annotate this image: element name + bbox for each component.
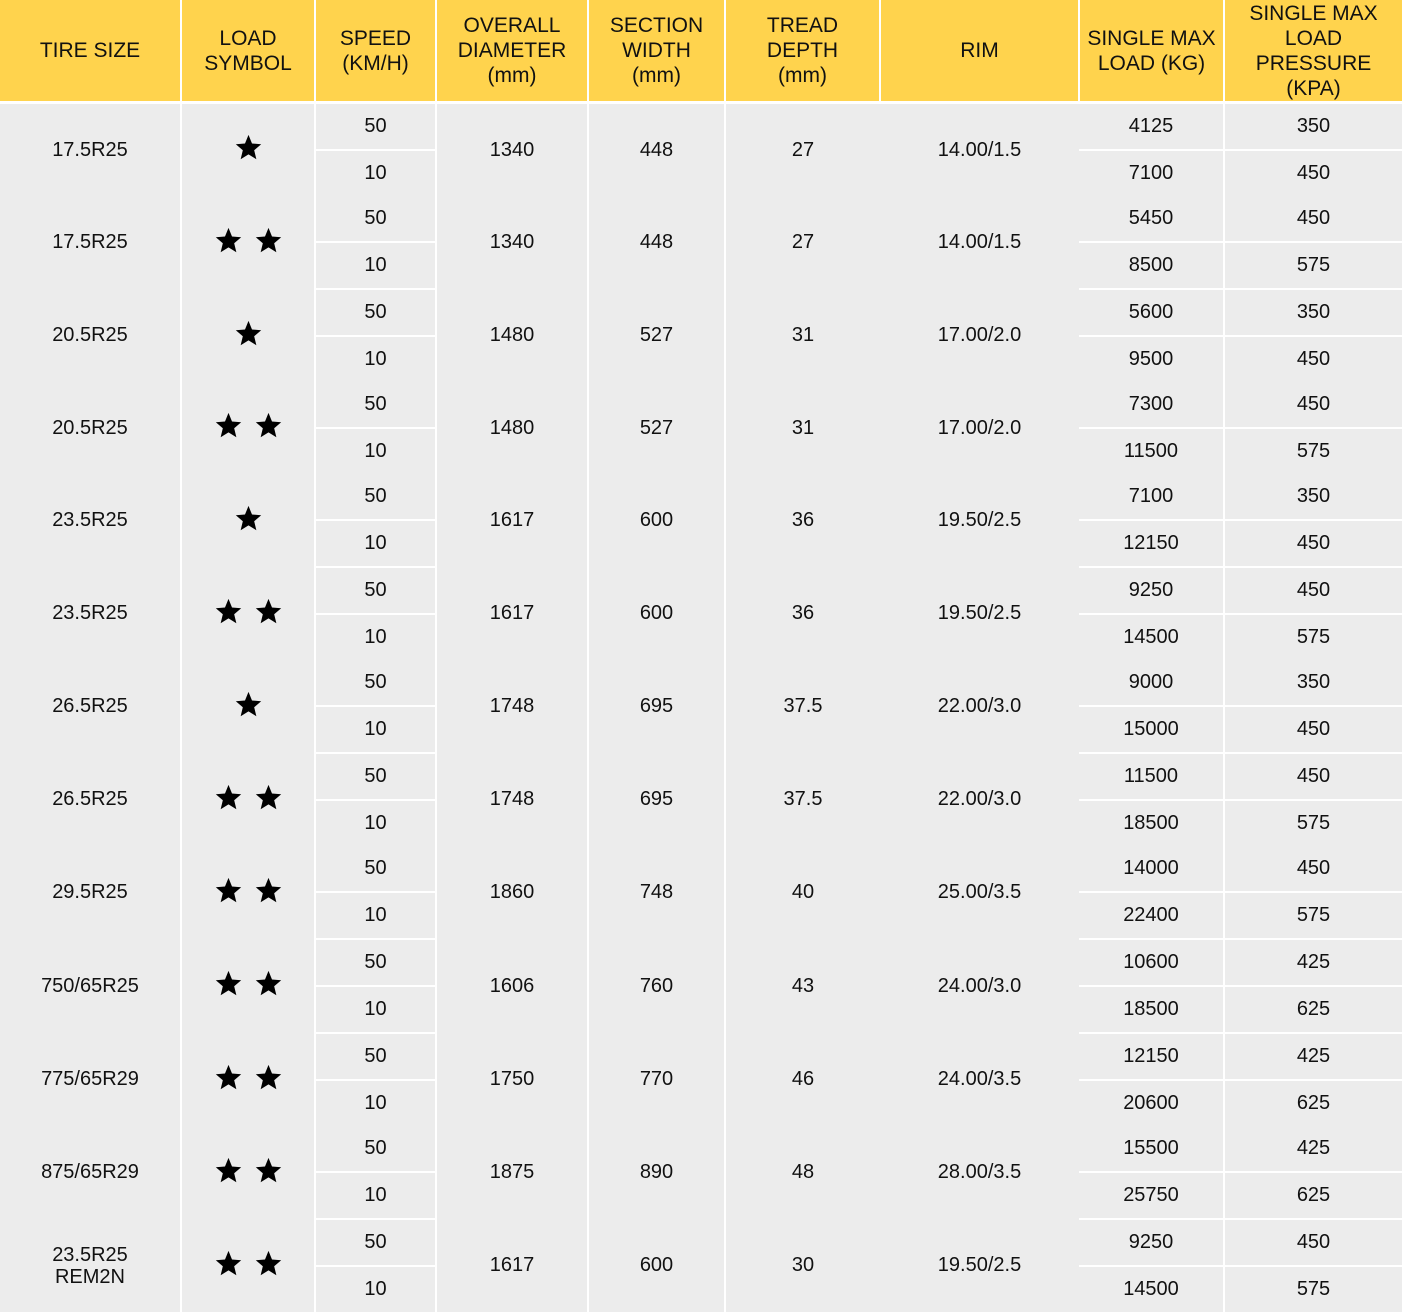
speed-cell: 50 xyxy=(315,567,436,614)
table-row xyxy=(0,289,1402,336)
single-max-load-cell: 5450 xyxy=(1079,196,1224,242)
speed-cell: 50 xyxy=(315,753,436,800)
single-max-load-pressure-cell: 625 xyxy=(1224,1172,1402,1219)
overall-diameter-cell: 1340 xyxy=(436,196,588,289)
load-symbol-stars xyxy=(214,226,283,254)
star-icon xyxy=(254,226,283,254)
overall-diameter-cell: 1875 xyxy=(436,1126,588,1219)
speed-cell: 50 xyxy=(315,846,436,892)
header-speed: SPEED (KM/H) xyxy=(315,0,436,103)
tread-depth-cell: 37.5 xyxy=(725,660,880,753)
single-max-load-pressure-cell: 575 xyxy=(1224,1266,1402,1312)
single-max-load-cell: 9250 xyxy=(1079,1219,1224,1266)
star-icon xyxy=(254,876,283,904)
rim-cell: 19.50/2.5 xyxy=(880,474,1079,567)
single-max-load-cell: 7100 xyxy=(1079,474,1224,520)
star-icon xyxy=(254,783,283,811)
load-symbol-stars xyxy=(234,319,263,347)
speed-cell: 50 xyxy=(315,289,436,336)
section-width-cell: 695 xyxy=(588,753,725,846)
speed-cell: 10 xyxy=(315,1080,436,1126)
tread-depth-cell: 27 xyxy=(725,103,880,197)
single-max-load-pressure-cell: 625 xyxy=(1224,1080,1402,1126)
speed-cell: 50 xyxy=(315,196,436,242)
load-symbol-cell xyxy=(181,1033,315,1126)
single-max-load-cell: 12150 xyxy=(1079,1033,1224,1080)
tread-depth-cell: 36 xyxy=(725,474,880,567)
header-load-symbol: LOAD SYMBOL xyxy=(181,0,315,103)
overall-diameter-cell: 1860 xyxy=(436,846,588,939)
table-row xyxy=(0,846,1402,892)
header-overall-diameter: OVERALL DIAMETER (mm) xyxy=(436,0,588,103)
speed-cell: 10 xyxy=(315,614,436,660)
tire-size-cell: 775/65R29 xyxy=(0,1033,181,1126)
single-max-load-cell: 12150 xyxy=(1079,520,1224,567)
overall-diameter-cell: 1480 xyxy=(436,382,588,474)
rim-cell: 22.00/3.0 xyxy=(880,753,1079,846)
single-max-load-pressure-cell: 350 xyxy=(1224,103,1402,151)
section-width-cell: 695 xyxy=(588,660,725,753)
table-row xyxy=(0,939,1402,986)
speed-cell: 10 xyxy=(315,986,436,1033)
single-max-load-cell: 20600 xyxy=(1079,1080,1224,1126)
tread-depth-cell: 27 xyxy=(725,196,880,289)
star-icon xyxy=(234,504,263,532)
load-symbol-cell xyxy=(181,382,315,474)
load-symbol-stars xyxy=(214,1063,283,1091)
speed-cell: 10 xyxy=(315,428,436,474)
star-icon xyxy=(214,411,243,439)
load-symbol-cell xyxy=(181,1219,315,1312)
load-symbol-stars xyxy=(214,597,283,625)
table-row xyxy=(0,567,1402,614)
star-icon xyxy=(254,597,283,625)
single-max-load-cell: 18500 xyxy=(1079,800,1224,846)
load-symbol-stars xyxy=(234,133,263,161)
load-symbol-stars xyxy=(214,1249,283,1277)
star-icon xyxy=(234,690,263,718)
tread-depth-cell: 46 xyxy=(725,1033,880,1126)
rim-cell: 14.00/1.5 xyxy=(880,196,1079,289)
tread-depth-cell: 31 xyxy=(725,289,880,382)
load-symbol-stars xyxy=(214,1156,283,1184)
single-max-load-cell: 14500 xyxy=(1079,1266,1224,1312)
load-symbol-cell xyxy=(181,660,315,753)
single-max-load-pressure-cell: 450 xyxy=(1224,706,1402,753)
speed-cell: 50 xyxy=(315,1219,436,1266)
single-max-load-cell: 14500 xyxy=(1079,614,1224,660)
tread-depth-cell: 36 xyxy=(725,567,880,660)
rim-cell: 22.00/3.0 xyxy=(880,660,1079,753)
tire-size-cell: 875/65R29 xyxy=(0,1126,181,1219)
single-max-load-pressure-cell: 450 xyxy=(1224,196,1402,242)
single-max-load-pressure-cell: 450 xyxy=(1224,336,1402,382)
speed-cell: 50 xyxy=(315,103,436,151)
table-row xyxy=(0,1126,1402,1172)
section-width-cell: 448 xyxy=(588,103,725,197)
single-max-load-pressure-cell: 450 xyxy=(1224,150,1402,196)
table-row xyxy=(0,382,1402,428)
single-max-load-cell: 14000 xyxy=(1079,846,1224,892)
single-max-load-pressure-cell: 425 xyxy=(1224,939,1402,986)
single-max-load-pressure-cell: 575 xyxy=(1224,242,1402,289)
speed-cell: 50 xyxy=(315,939,436,986)
tire-size-cell: 26.5R25 xyxy=(0,753,181,846)
speed-cell: 10 xyxy=(315,150,436,196)
section-width-cell: 600 xyxy=(588,1219,725,1312)
single-max-load-cell: 18500 xyxy=(1079,986,1224,1033)
single-max-load-pressure-cell: 350 xyxy=(1224,660,1402,706)
overall-diameter-cell: 1617 xyxy=(436,1219,588,1312)
section-width-cell: 890 xyxy=(588,1126,725,1219)
single-max-load-cell: 11500 xyxy=(1079,753,1224,800)
star-icon xyxy=(214,1156,243,1184)
star-icon xyxy=(234,133,263,161)
star-icon xyxy=(214,1249,243,1277)
load-symbol-cell xyxy=(181,196,315,289)
rim-cell: 24.00/3.0 xyxy=(880,939,1079,1033)
overall-diameter-cell: 1480 xyxy=(436,289,588,382)
tire-size-cell: 26.5R25 xyxy=(0,660,181,753)
rim-cell: 17.00/2.0 xyxy=(880,382,1079,474)
rim-cell: 19.50/2.5 xyxy=(880,1219,1079,1312)
header-row xyxy=(0,0,1402,103)
tire-size-cell: 20.5R25 xyxy=(0,382,181,474)
single-max-load-pressure-cell: 450 xyxy=(1224,382,1402,428)
star-icon xyxy=(214,783,243,811)
load-symbol-cell xyxy=(181,289,315,382)
tire-size-cell: 23.5R25 REM2N xyxy=(0,1219,181,1312)
star-icon xyxy=(254,411,283,439)
overall-diameter-cell: 1617 xyxy=(436,567,588,660)
tread-depth-cell: 30 xyxy=(725,1219,880,1312)
speed-cell: 10 xyxy=(315,706,436,753)
star-icon xyxy=(254,1249,283,1277)
star-icon xyxy=(254,1156,283,1184)
speed-cell: 50 xyxy=(315,1126,436,1172)
header-section-width: SECTION WIDTH (mm) xyxy=(588,0,725,103)
tread-depth-cell: 48 xyxy=(725,1126,880,1219)
overall-diameter-cell: 1748 xyxy=(436,660,588,753)
tire-size-cell: 17.5R25 xyxy=(0,103,181,197)
rim-cell: 24.00/3.5 xyxy=(880,1033,1079,1126)
speed-cell: 50 xyxy=(315,382,436,428)
table-body xyxy=(0,103,1402,1312)
table-row xyxy=(0,1219,1402,1266)
single-max-load-cell: 15000 xyxy=(1079,706,1224,753)
speed-cell: 10 xyxy=(315,336,436,382)
single-max-load-cell: 7100 xyxy=(1079,150,1224,196)
table-row xyxy=(0,103,1402,151)
section-width-cell: 760 xyxy=(588,939,725,1033)
load-symbol-cell xyxy=(181,474,315,567)
single-max-load-pressure-cell: 425 xyxy=(1224,1126,1402,1172)
section-width-cell: 527 xyxy=(588,289,725,382)
single-max-load-cell: 22400 xyxy=(1079,892,1224,939)
load-symbol-stars xyxy=(214,876,283,904)
load-symbol-cell xyxy=(181,103,315,197)
section-width-cell: 600 xyxy=(588,474,725,567)
single-max-load-pressure-cell: 425 xyxy=(1224,1033,1402,1080)
single-max-load-pressure-cell: 575 xyxy=(1224,892,1402,939)
single-max-load-cell: 25750 xyxy=(1079,1172,1224,1219)
single-max-load-cell: 15500 xyxy=(1079,1126,1224,1172)
speed-cell: 10 xyxy=(315,1172,436,1219)
tread-depth-cell: 37.5 xyxy=(725,753,880,846)
single-max-load-pressure-cell: 450 xyxy=(1224,1219,1402,1266)
section-width-cell: 527 xyxy=(588,382,725,474)
header-tread-depth: TREAD DEPTH (mm) xyxy=(725,0,880,103)
rim-cell: 17.00/2.0 xyxy=(880,289,1079,382)
tire-size-cell: 23.5R25 xyxy=(0,474,181,567)
star-icon xyxy=(254,969,283,997)
single-max-load-cell: 9000 xyxy=(1079,660,1224,706)
rim-cell: 28.00/3.5 xyxy=(880,1126,1079,1219)
header-rim: RIM xyxy=(880,0,1079,103)
load-symbol-stars xyxy=(234,690,263,718)
tread-depth-cell: 31 xyxy=(725,382,880,474)
overall-diameter-cell: 1617 xyxy=(436,474,588,567)
single-max-load-pressure-cell: 350 xyxy=(1224,289,1402,336)
single-max-load-cell: 7300 xyxy=(1079,382,1224,428)
star-icon xyxy=(214,1063,243,1091)
single-max-load-pressure-cell: 625 xyxy=(1224,986,1402,1033)
single-max-load-pressure-cell: 350 xyxy=(1224,474,1402,520)
tire-size-cell: 17.5R25 xyxy=(0,196,181,289)
single-max-load-cell: 9500 xyxy=(1079,336,1224,382)
speed-cell: 10 xyxy=(315,892,436,939)
single-max-load-cell: 4125 xyxy=(1079,103,1224,151)
header-single-max-load-pressure: SINGLE MAX LOAD PRESSURE (KPA) xyxy=(1224,0,1402,103)
star-icon xyxy=(214,597,243,625)
section-width-cell: 770 xyxy=(588,1033,725,1126)
overall-diameter-cell: 1748 xyxy=(436,753,588,846)
single-max-load-pressure-cell: 575 xyxy=(1224,428,1402,474)
single-max-load-cell: 9250 xyxy=(1079,567,1224,614)
tire-size-cell: 20.5R25 xyxy=(0,289,181,382)
load-symbol-cell xyxy=(181,846,315,939)
tread-depth-cell: 40 xyxy=(725,846,880,939)
single-max-load-cell: 10600 xyxy=(1079,939,1224,986)
star-icon xyxy=(214,226,243,254)
single-max-load-pressure-cell: 450 xyxy=(1224,753,1402,800)
table-row xyxy=(0,196,1402,242)
header-tire-size: TIRE SIZE xyxy=(0,0,181,103)
tire-size-cell: 750/65R25 xyxy=(0,939,181,1033)
single-max-load-cell: 5600 xyxy=(1079,289,1224,336)
header-single-max-load: SINGLE MAX LOAD (KG) xyxy=(1079,0,1224,103)
load-symbol-stars xyxy=(214,411,283,439)
speed-cell: 50 xyxy=(315,1033,436,1080)
single-max-load-pressure-cell: 575 xyxy=(1224,800,1402,846)
load-symbol-cell xyxy=(181,939,315,1033)
rim-cell: 14.00/1.5 xyxy=(880,103,1079,197)
table-row xyxy=(0,753,1402,800)
table-row xyxy=(0,1033,1402,1080)
load-symbol-stars xyxy=(214,969,283,997)
tire-size-cell: 23.5R25 xyxy=(0,567,181,660)
speed-cell: 50 xyxy=(315,474,436,520)
rim-cell: 19.50/2.5 xyxy=(880,567,1079,660)
star-icon xyxy=(254,1063,283,1091)
load-symbol-cell xyxy=(181,567,315,660)
tread-depth-cell: 43 xyxy=(725,939,880,1033)
overall-diameter-cell: 1750 xyxy=(436,1033,588,1126)
single-max-load-pressure-cell: 450 xyxy=(1224,846,1402,892)
overall-diameter-cell: 1606 xyxy=(436,939,588,1033)
overall-diameter-cell: 1340 xyxy=(436,103,588,197)
rim-cell: 25.00/3.5 xyxy=(880,846,1079,939)
load-symbol-stars xyxy=(234,504,263,532)
table-row xyxy=(0,474,1402,520)
single-max-load-cell: 11500 xyxy=(1079,428,1224,474)
table-row xyxy=(0,660,1402,706)
single-max-load-pressure-cell: 450 xyxy=(1224,520,1402,567)
star-icon xyxy=(214,876,243,904)
star-icon xyxy=(234,319,263,347)
speed-cell: 10 xyxy=(315,1266,436,1312)
speed-cell: 10 xyxy=(315,800,436,846)
star-icon xyxy=(214,969,243,997)
single-max-load-cell: 8500 xyxy=(1079,242,1224,289)
load-symbol-cell xyxy=(181,753,315,846)
tire-size-cell: 29.5R25 xyxy=(0,846,181,939)
single-max-load-pressure-cell: 575 xyxy=(1224,614,1402,660)
single-max-load-pressure-cell: 450 xyxy=(1224,567,1402,614)
speed-cell: 10 xyxy=(315,520,436,567)
speed-cell: 50 xyxy=(315,660,436,706)
load-symbol-stars xyxy=(214,783,283,811)
speed-cell: 10 xyxy=(315,242,436,289)
section-width-cell: 748 xyxy=(588,846,725,939)
load-symbol-cell xyxy=(181,1126,315,1219)
section-width-cell: 448 xyxy=(588,196,725,289)
section-width-cell: 600 xyxy=(588,567,725,660)
